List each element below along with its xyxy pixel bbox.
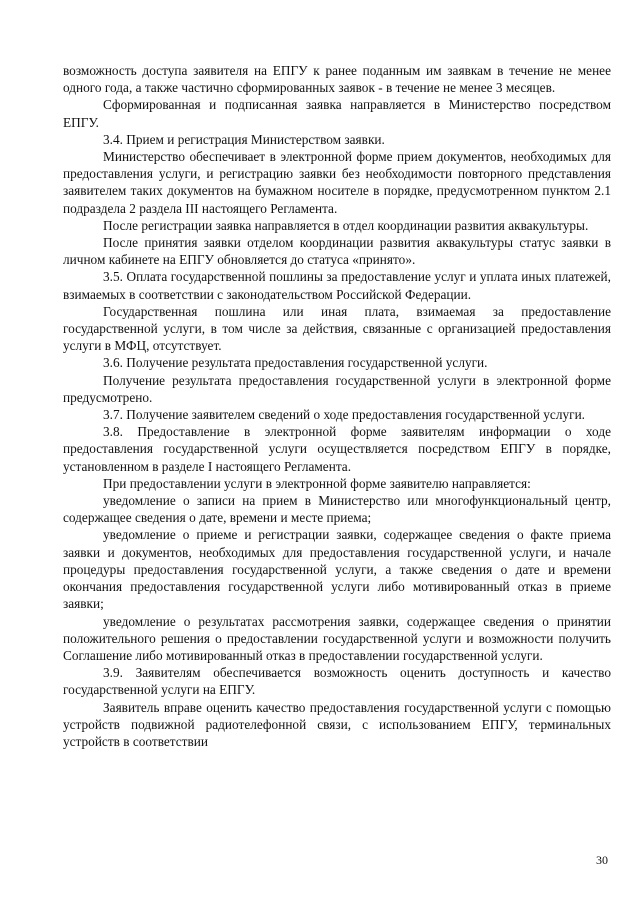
section-heading-3-5: 3.5. Оплата государственной пошлины за предоставление услуг и уплата иных платежей, взимаемых в соответствии с законодательством Российской Федерации. [63,269,611,302]
section-heading-3-7: 3.7. Получение заявителем сведений о ходе предоставления государственной услуги. [103,407,586,423]
page-number: 30 [596,853,608,867]
list-item: уведомление о результатах рассмотрения заявки, содержащее сведения о принятии положительного решения о предоставлении государственной услуги и возможности получить Соглашение либо мотивированный отказ в предоставлении государственной услуги. [63,613,611,663]
list-item: уведомление о записи на прием в Министерство или многофункциональный центр, содержащее сведения о дате, времени и месте приема; [63,493,611,526]
document-body [63,62,611,750]
section-heading-3-4: 3.4. Прием и регистрация Министерством заявки. [103,131,385,147]
paragraph: возможность доступа заявителя на ЕПГУ к ранее поданным им заявкам в течение не менее одного года, а также частично сформированных заявок - в течение не менее 3 месяцев. [63,63,611,96]
section-heading-3-8: 3.8. Предоставление в электронной форме заявителям информации о ходе предоставления государственной услуги осуществляется посредством ЕПГУ в порядке, установленном в разделе I настоящего Регламента. [63,424,611,474]
section-heading-3-9: 3.9. Заявителям обеспечивается возможность оценить доступность и качество государственной услуги на ЕПГУ. [63,665,611,698]
paragraph: Получение результата предоставления государственной услуги в электронной форме предусмотрено. [63,372,611,405]
paragraph: Министерство обеспечивает в электронной форме прием документов, необходимых для предоставления услуги, и регистрацию заявки без необходимости повторного представления заявителем таких документов на бумажном носителе в порядке, предусмотренном пунктом 2.1 подраздела 2 раздела III настоящего Регламента. [63,149,611,216]
paragraph: Государственная пошлина или иная плата, взимаемая за предоставление государственной услуги, в том числе за действия, связанные с организацией предоставления услуги в МФЦ, отсутствует. [63,303,611,354]
paragraph: При предоставлении услуги в электронной форме заявителю направляется: [103,475,531,491]
paragraph: После регистрации заявка направляется в отдел координации развития аквакультуры. [103,217,589,233]
paragraph: После принятия заявки отделом координации развития аквакультуры статус заявки в личном кабинете на ЕПГУ обновляется до статуса «принято». [63,235,611,268]
list-item: уведомление о приеме и регистрации заявки, содержащее сведения о факте приема заявки и документов, необходимых для предоставления государственной услуги, и начале процедуры предоставления государственной услуги, а также сведения о дате и времени окончания предоставления государственной услуги либо мотивированный отказ в приеме заявки; [63,527,611,612]
section-heading-3-6: 3.6. Получение результата предоставления государственной услуги. [103,355,488,371]
paragraph: Сформированная и подписанная заявка направляется в Министерство посредством ЕПГУ. [63,97,611,130]
paragraph: Заявитель вправе оценить качество предоставления государственной услуги с помощью устройств подвижной радиотелефонной связи, с использованием ЕПГУ, терминальных устройств в соответствии [63,699,611,749]
